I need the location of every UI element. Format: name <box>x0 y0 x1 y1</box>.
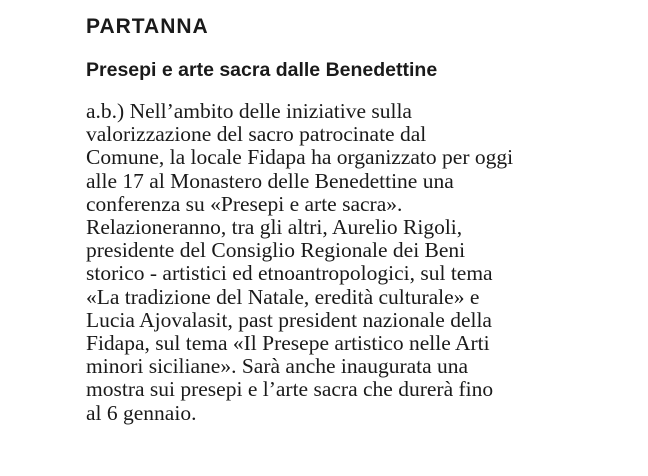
body-line: Relazioneranno, tra gli altri, Aurelio Rigoli, <box>86 215 463 240</box>
article <box>86 12 566 425</box>
body-line: minori siciliane». Sarà anche inaugurata una <box>86 354 469 379</box>
body-line: Comune, la locale Fidapa ha organizzato per oggi <box>86 145 514 170</box>
section-kicker: PARTANNA <box>86 15 209 38</box>
article-headline: Presepi e arte sacra dalle Benedettine <box>86 59 438 81</box>
body-line: valorizzazione del sacro patrocinate dal <box>86 122 427 147</box>
body-line: mostra sui presepi e l’arte sacra che durerà fino <box>86 377 494 402</box>
body-line: conferenza su «Presepi e arte sacra». <box>86 191 403 216</box>
body-line: presidente del Consiglio Regionale dei Beni <box>86 238 466 263</box>
body-line: Lucia Ajovalasit, past president nazionale della <box>86 307 492 332</box>
body-line: a.b.) Nell’ambito delle iniziative sulla <box>86 99 412 123</box>
body-line: «La tradizione del Natale, eredità culturale» e <box>86 284 480 309</box>
article-body <box>86 100 566 425</box>
body-line: al 6 gennaio. <box>86 400 197 425</box>
body-line: alle 17 al Monastero delle Benedettine una <box>86 168 454 193</box>
body-line: storico - artistici ed etnoantropologici, sul tema <box>86 261 493 286</box>
body-line: Fidapa, sul tema «Il Presepe artistico nelle Arti <box>86 331 490 356</box>
